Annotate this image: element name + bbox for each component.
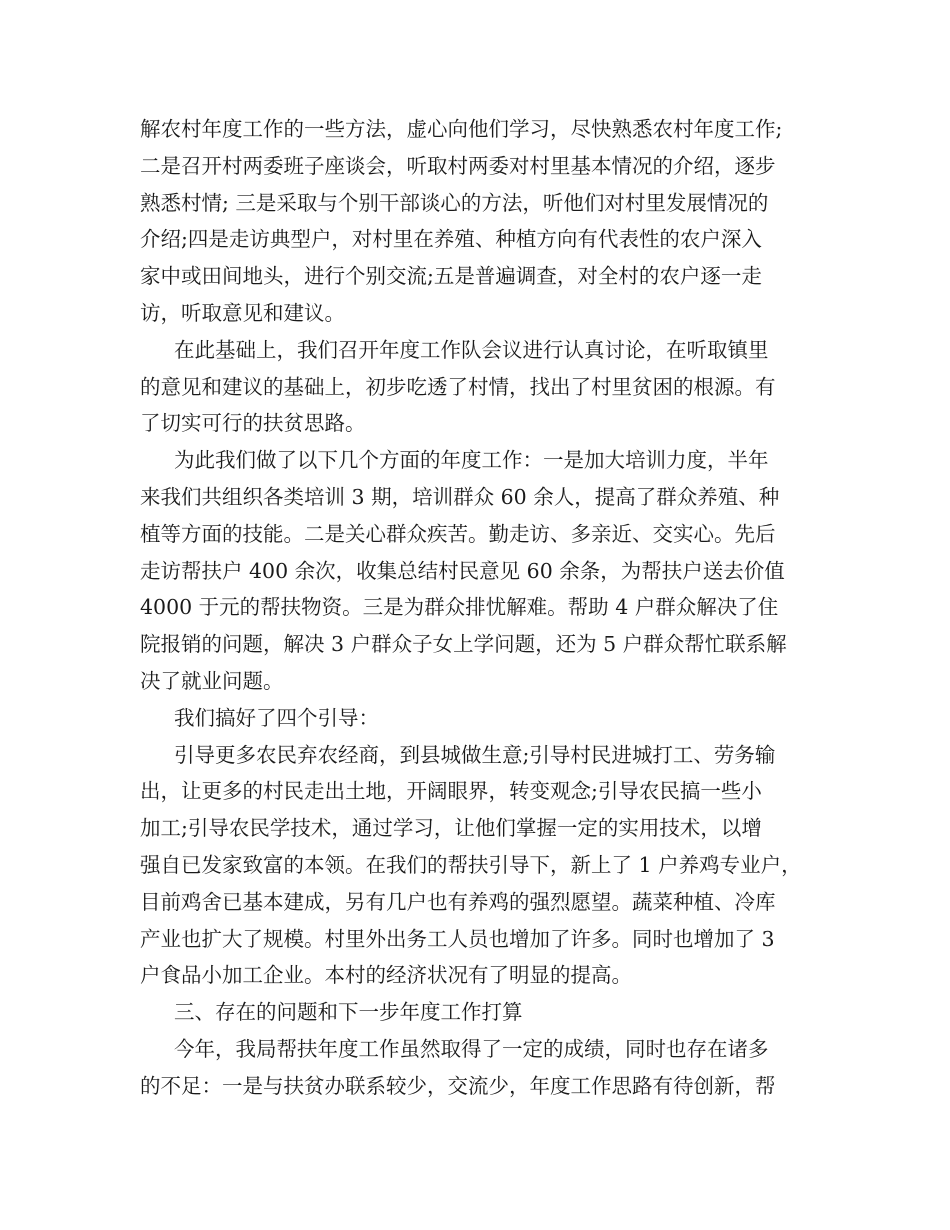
text-line: 院报销的问题，解决 3 户群众子女上学问题，还为 5 户群众帮忙联系解 xyxy=(140,632,787,657)
text-line: 三、存在的问题和下一步年度工作打算 xyxy=(174,1000,523,1025)
text-line: 走访帮扶户 400 余次，收集总结村民意见 60 余条，为帮扶户送去价值 xyxy=(140,558,785,583)
text-line: 出，让更多的村民走出土地，开阔眼界，转变观念;引导农民搞一些小 xyxy=(140,779,762,804)
document-body xyxy=(140,111,820,1105)
text-line: 二是召开村两委班子座谈会，听取村两委对村里基本情况的介绍，逐步 xyxy=(140,153,776,178)
text-line: 了切实可行的扶贫思路。 xyxy=(140,411,366,436)
text-line: 户食品小加工企业。本村的经济状况有了明显的提高。 xyxy=(140,963,632,988)
text-line: 植等方面的技能。二是关心群众疾苦。勤走访、多亲近、交实心。先后 xyxy=(140,521,776,546)
text-line: 产业也扩大了规模。村里外出务工人员也增加了许多。同时也增加了 3 xyxy=(140,926,775,951)
text-line: 引导更多农民弃农经商，到县城做生意;引导村民进城打工、劳务输 xyxy=(174,742,776,767)
text-line: 为此我们做了以下几个方面的年度工作：一是加大培训力度，半年 xyxy=(174,448,769,473)
text-line: 的不足：一是与扶贫办联系较少，交流少，年度工作思路有待创新，帮 xyxy=(140,1073,776,1098)
text-line: 熟悉村情; 三是采取与个别干部谈心的方法，听他们对村里发展情况的 xyxy=(140,190,769,215)
text-line: 我们搞好了四个引导： xyxy=(174,705,379,730)
text-line: 4000 于元的帮扶物资。三是为群众排忧解难。帮助 4 户群众解决了住 xyxy=(140,595,779,620)
text-line: 访，听取意见和建议。 xyxy=(140,300,345,325)
text-line: 目前鸡舍已基本建成，另有几户也有养鸡的强烈愿望。蔬菜种植、冷库 xyxy=(140,889,776,914)
text-line: 强自已发家致富的本领。在我们的帮扶引导下，新上了 1 户养鸡专业户， xyxy=(140,852,802,877)
text-line: 加工;引导农民学技术，通过学习，让他们掌握一定的实用技术，以增 xyxy=(140,816,762,841)
text-line: 家中或田间地头，进行个别交流;五是普遍调查，对全村的农户逐一走 xyxy=(140,264,762,289)
text-line: 来我们共组织各类培训 3 期，培训群众 60 余人，提高了群众养殖、种 xyxy=(140,484,780,509)
text-line: 今年，我局帮扶年度工作虽然取得了一定的成绩，同时也存在诸多 xyxy=(174,1036,769,1061)
text-line: 在此基础上，我们召开年度工作队会议进行认真讨论，在听取镇里 xyxy=(174,337,769,362)
text-line: 介绍;四是走访典型户，对村里在养殖、种植方向有代表性的农户深入 xyxy=(140,227,762,252)
text-line: 的意见和建议的基础上，初步吃透了村情，找出了村里贫困的根源。有 xyxy=(140,374,776,399)
text-line: 决了就业问题。 xyxy=(140,668,284,693)
text-line: 解农村年度工作的一些方法，虚心向他们学习，尽快熟悉农村年度工作; xyxy=(140,117,783,141)
